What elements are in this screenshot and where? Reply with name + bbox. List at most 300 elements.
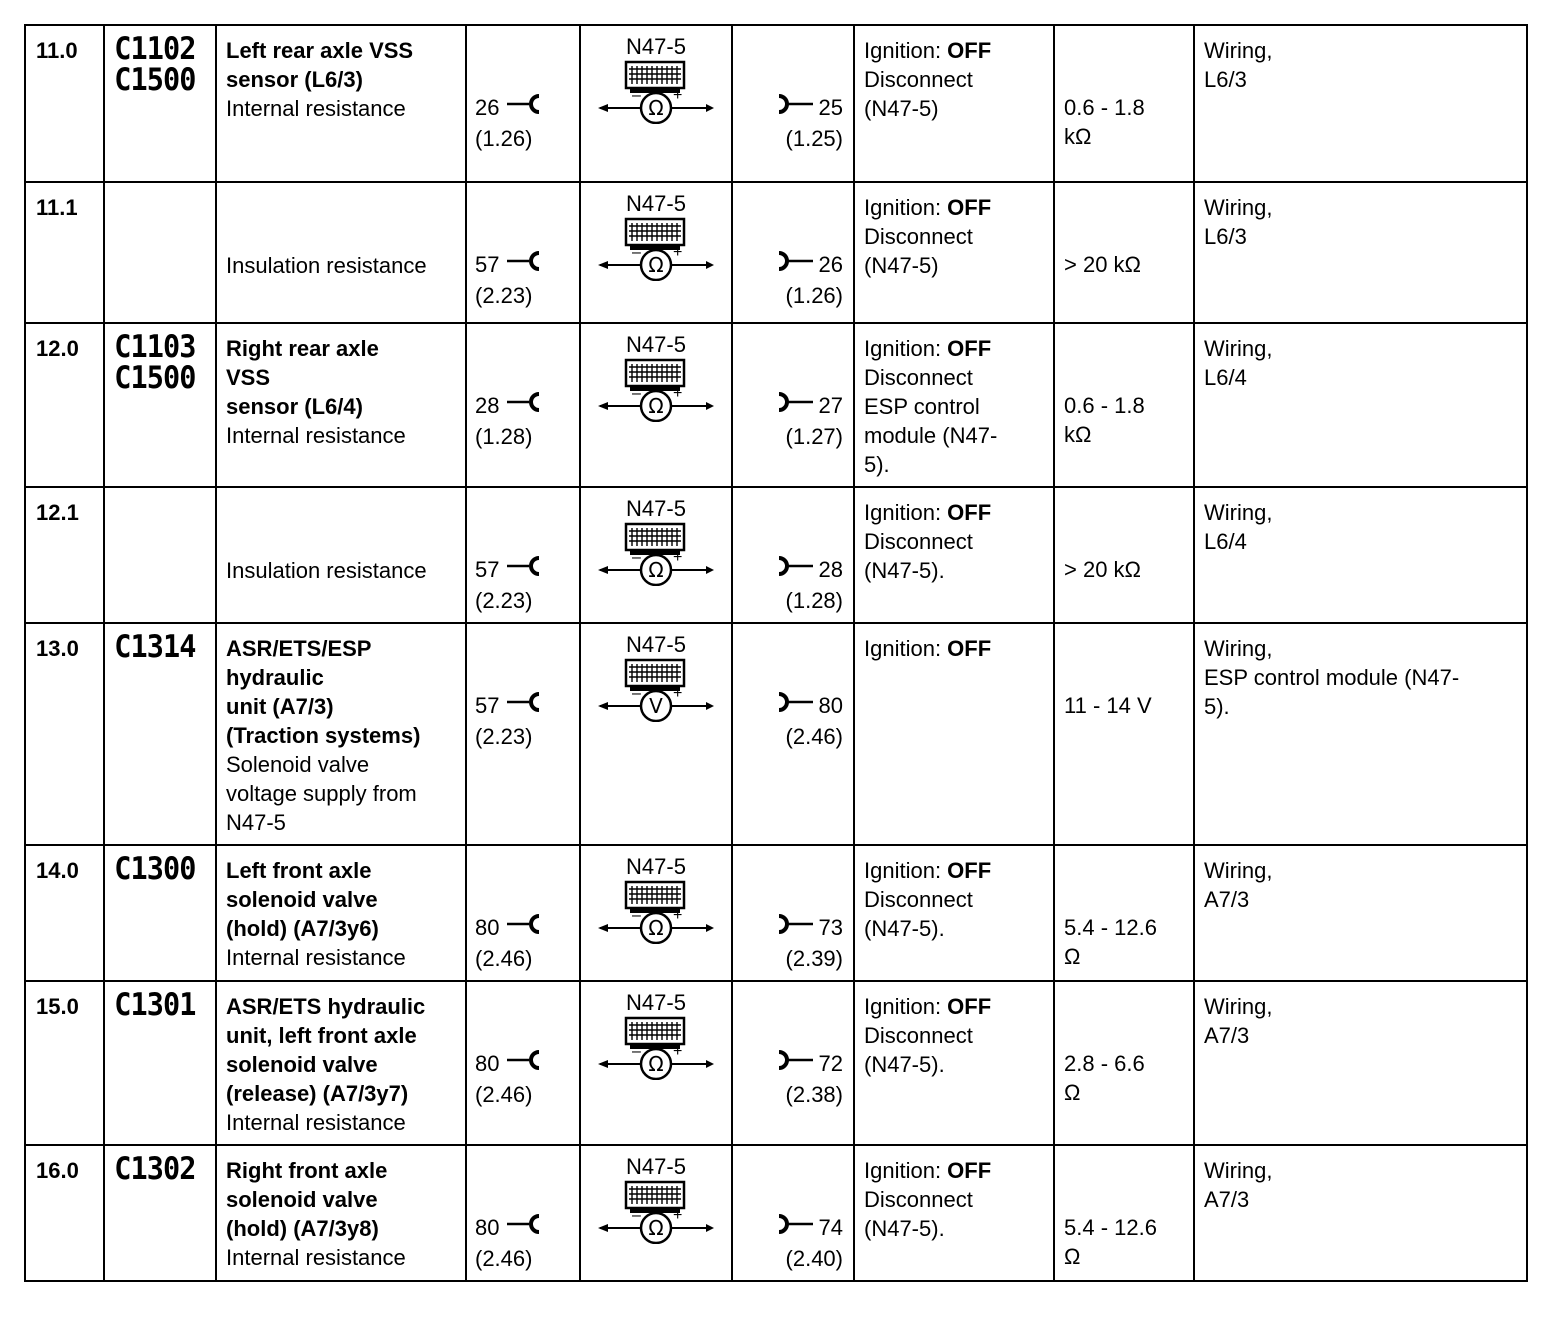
- pin-b-wrap: [733, 183, 853, 320]
- nominal-line: 0.6 - 1.8: [1064, 393, 1145, 418]
- connector-socket-icon: [499, 391, 545, 422]
- pin-a-cell: [466, 323, 580, 487]
- pin-a-cell: [466, 25, 580, 182]
- table-row: [25, 487, 1527, 623]
- component-name: sensor (L6/3): [226, 67, 363, 92]
- test-condition: [855, 488, 1053, 585]
- svg-text:+: +: [673, 549, 683, 566]
- pin-b-number: 80: [818, 693, 843, 718]
- remedy-cell: [1194, 845, 1527, 981]
- nominal-value-wrap: [1055, 324, 1193, 484]
- meter-wrap: [581, 982, 731, 1142]
- pin-b-cell: [732, 623, 854, 845]
- component-name: Left rear axle VSS: [226, 38, 414, 63]
- meter-mode-symbol: Ω: [648, 253, 664, 277]
- pin-a-cell: [466, 182, 580, 323]
- remedy-line: Wiring,: [1204, 38, 1273, 63]
- fault-code-cell: [104, 323, 216, 487]
- nominal-line: Ω: [1064, 944, 1081, 969]
- pin-b-line: [775, 250, 843, 281]
- ignition-line: [864, 498, 1045, 527]
- nominal-value-cell: [1054, 25, 1194, 182]
- pin-a-sub: (2.46): [475, 1082, 533, 1107]
- connector-socket-icon: [499, 1049, 545, 1080]
- pin-a-number: 57: [475, 252, 500, 277]
- pin-b: [775, 1049, 843, 1109]
- remedy: [1195, 982, 1526, 1050]
- remedy-line: 5).: [1204, 694, 1230, 719]
- nominal-value-wrap: [1055, 183, 1193, 320]
- pin-b-sub: (2.40): [785, 1246, 843, 1271]
- meter-wrap: [581, 183, 731, 320]
- fault-code-cell: [104, 25, 216, 182]
- svg-text:+: +: [673, 907, 683, 924]
- table-row: [25, 1145, 1527, 1281]
- meter: [581, 990, 731, 1080]
- pin-a-wrap: [467, 183, 579, 320]
- connector-plug-icon: [775, 250, 819, 281]
- step-number: 12.1: [36, 500, 79, 525]
- remedy-cell: [1194, 981, 1527, 1145]
- meter-mode-symbol: V: [649, 694, 663, 718]
- pin-b-cell: [732, 1145, 854, 1281]
- svg-text:+: +: [673, 685, 683, 702]
- svg-text:–: –: [632, 87, 641, 104]
- spacer: [226, 498, 457, 556]
- component-name: solenoid valve: [226, 887, 378, 912]
- component-name: ASR/ETS hydraulic: [226, 994, 426, 1019]
- meter-wrap: [581, 1146, 731, 1278]
- test-condition: [855, 26, 1053, 123]
- remedy-cell: [1194, 25, 1527, 182]
- meter-cell: [580, 25, 732, 182]
- step-cell: [25, 487, 104, 623]
- pin-a-cell: [466, 487, 580, 623]
- nominal-value-wrap: [1055, 26, 1193, 179]
- test-description: [217, 26, 465, 123]
- condition-line: Disconnect: [864, 365, 973, 390]
- pin-a-sub: (2.23): [475, 588, 533, 613]
- fault-code-cell: [104, 981, 216, 1145]
- fault-code-cell: [104, 1145, 216, 1281]
- meter-mode-symbol: Ω: [648, 394, 664, 418]
- test-description: [217, 846, 465, 972]
- ignition-label: Ignition:: [864, 195, 948, 220]
- pin-a: [475, 93, 545, 153]
- ignition-label: Ignition:: [864, 1158, 948, 1183]
- step-number: 15.0: [36, 994, 79, 1019]
- table-row: [25, 182, 1527, 323]
- pin-a-number: 57: [475, 557, 500, 582]
- nominal-value-wrap: [1055, 488, 1193, 620]
- pin-b-line: [775, 1049, 843, 1080]
- ignition-line: [864, 1156, 1045, 1185]
- pin-a-cell: [466, 1145, 580, 1281]
- fault-code-cell: [104, 182, 216, 323]
- component-name: Right rear axle: [226, 336, 379, 361]
- multimeter-icon: [581, 60, 731, 124]
- nominal-value-wrap: [1055, 624, 1193, 842]
- connector-socket-icon: [499, 250, 545, 281]
- pin-a-number: 80: [475, 1215, 500, 1240]
- ignition-state: OFF: [947, 336, 992, 361]
- multimeter-icon: [581, 1180, 731, 1244]
- remedy-cell: [1194, 323, 1527, 487]
- pin-b-wrap: [733, 846, 853, 978]
- pin-a-wrap: [467, 26, 579, 179]
- svg-text:–: –: [632, 685, 641, 702]
- spacer: [226, 193, 457, 251]
- step-cell: [25, 623, 104, 845]
- remedy-cell: [1194, 623, 1527, 845]
- pin-b: [775, 93, 843, 153]
- test-description: [217, 183, 465, 280]
- pin-a-sub: (2.23): [475, 724, 533, 749]
- nominal-value-cell: [1054, 623, 1194, 845]
- table-row: [25, 25, 1527, 182]
- svg-text:–: –: [632, 907, 641, 924]
- test-type: Internal resistance: [226, 945, 406, 970]
- test-condition-cell: [854, 981, 1054, 1145]
- fault-code: C1301: [114, 987, 196, 1023]
- remedy-line: A7/3: [1204, 1023, 1250, 1048]
- nominal-value-cell: [1054, 981, 1194, 1145]
- ignition-state: OFF: [947, 1158, 992, 1183]
- test-condition: [855, 624, 1053, 663]
- pin-b-number: 73: [818, 915, 843, 940]
- nominal-line: > 20 kΩ: [1064, 557, 1141, 582]
- pin-b-cell: [732, 981, 854, 1145]
- fault-codes: [105, 982, 206, 1021]
- test-description: [217, 982, 465, 1137]
- control-module-label: N47-5: [626, 34, 686, 59]
- condition-line: Disconnect: [864, 1023, 973, 1048]
- control-module-label: N47-5: [626, 191, 686, 216]
- remedy-line: Wiring,: [1204, 858, 1273, 883]
- remedy: [1195, 183, 1526, 251]
- condition-line: Disconnect: [864, 529, 973, 554]
- meter-mode-symbol: Ω: [648, 1052, 664, 1076]
- nominal-line: kΩ: [1064, 422, 1092, 447]
- nominal-value: [1064, 93, 1145, 151]
- test-condition: [855, 324, 1053, 479]
- nominal-value-cell: [1054, 323, 1194, 487]
- meter-cell: [580, 323, 732, 487]
- connector-socket-icon: [499, 913, 545, 944]
- pin-b-sub: (1.26): [785, 283, 843, 308]
- pin-a-cell: [466, 981, 580, 1145]
- svg-text:+: +: [673, 1043, 683, 1060]
- pin-b-number: 27: [818, 393, 843, 418]
- pin-a: [475, 1049, 545, 1109]
- remedy-line: Wiring,: [1204, 500, 1273, 525]
- component-name: VSS: [226, 365, 271, 390]
- test-condition-cell: [854, 323, 1054, 487]
- meter: [581, 854, 731, 944]
- ignition-state: OFF: [947, 858, 992, 883]
- control-module-label: N47-5: [626, 854, 686, 879]
- pin-b-sub: (1.28): [785, 588, 843, 613]
- condition-line: (N47-5).: [864, 1216, 945, 1241]
- connector-socket-icon: [499, 691, 545, 722]
- pin-a-number: 80: [475, 1051, 500, 1076]
- fault-code-cell: [104, 845, 216, 981]
- pin-b-cell: [732, 323, 854, 487]
- test-description-cell: [216, 981, 466, 1145]
- test-type: Internal resistance: [226, 1245, 406, 1270]
- test-condition: [855, 1146, 1053, 1243]
- svg-text:+: +: [673, 244, 683, 261]
- remedy-cell: [1194, 487, 1527, 623]
- component-name: (Traction systems): [226, 723, 421, 748]
- control-module-label: N47-5: [626, 332, 686, 357]
- meter-wrap: [581, 846, 731, 978]
- connector-socket-icon: [499, 93, 545, 124]
- pin-b-number: 26: [818, 252, 843, 277]
- pin-a-number: 80: [475, 915, 500, 940]
- pin-a-line: [475, 1049, 545, 1080]
- fault-codes: [105, 183, 206, 191]
- nominal-value: [1064, 391, 1145, 449]
- test-description-cell: [216, 323, 466, 487]
- ignition-label: Ignition:: [864, 636, 948, 661]
- nominal-value: [1064, 691, 1152, 720]
- connector-plug-icon: [775, 391, 819, 422]
- test-type: N47-5: [226, 810, 286, 835]
- fault-code: C1302: [114, 1151, 196, 1187]
- table-row: [25, 623, 1527, 845]
- pin-b-sub: (2.46): [785, 724, 843, 749]
- step-number: 16.0: [36, 1158, 79, 1183]
- pin-a: [475, 913, 545, 973]
- control-module-label: N47-5: [626, 1154, 686, 1179]
- remedy: [1195, 1146, 1526, 1214]
- pin-b-sub: (2.38): [785, 1082, 843, 1107]
- ignition-state: OFF: [947, 994, 992, 1019]
- nominal-line: 0.6 - 1.8: [1064, 95, 1145, 120]
- meter-mode-symbol: Ω: [648, 558, 664, 582]
- test-description-cell: [216, 623, 466, 845]
- meter: [581, 1154, 731, 1244]
- meter-cell: [580, 487, 732, 623]
- test-type: voltage supply from: [226, 781, 417, 806]
- pin-b-line: [775, 391, 843, 422]
- condition-line: Disconnect: [864, 224, 973, 249]
- connector-socket-icon: [499, 555, 545, 586]
- nominal-line: 5.4 - 12.6: [1064, 1215, 1157, 1240]
- multimeter-icon: [581, 217, 731, 281]
- test-description-cell: [216, 1145, 466, 1281]
- svg-text:–: –: [632, 549, 641, 566]
- svg-text:–: –: [632, 244, 641, 261]
- fault-code: C1500: [114, 360, 196, 396]
- step-cell: [25, 323, 104, 487]
- remedy: [1195, 324, 1526, 392]
- pin-a-sub: (2.46): [475, 946, 533, 971]
- component-name: unit (A7/3): [226, 694, 334, 719]
- remedy-cell: [1194, 1145, 1527, 1281]
- test-condition: [855, 846, 1053, 943]
- ignition-state: OFF: [947, 38, 992, 63]
- component-name: Right front axle: [226, 1158, 388, 1183]
- remedy-line: L6/4: [1204, 365, 1247, 390]
- nominal-value: [1064, 1213, 1157, 1271]
- condition-line: (N47-5): [864, 96, 939, 121]
- test-description-cell: [216, 487, 466, 623]
- condition-line: (N47-5).: [864, 1052, 945, 1077]
- test-condition-cell: [854, 25, 1054, 182]
- ignition-label: Ignition:: [864, 500, 948, 525]
- remedy-line: L6/4: [1204, 529, 1247, 554]
- test-description-cell: [216, 182, 466, 323]
- pin-a-sub: (1.28): [475, 424, 533, 449]
- remedy-line: Wiring,: [1204, 1158, 1273, 1183]
- multimeter-icon: [581, 1016, 731, 1080]
- component-name: hydraulic: [226, 665, 324, 690]
- meter-cell: [580, 623, 732, 845]
- pin-b-wrap: [733, 982, 853, 1142]
- multimeter-icon: [581, 522, 731, 586]
- test-condition-cell: [854, 623, 1054, 845]
- ignition-label: Ignition:: [864, 858, 948, 883]
- ignition-label: Ignition:: [864, 994, 948, 1019]
- remedy: [1195, 846, 1526, 914]
- meter: [581, 191, 731, 281]
- condition-line: ESP control: [864, 394, 980, 419]
- fault-codes: [105, 324, 206, 394]
- svg-text:+: +: [673, 385, 683, 402]
- remedy: [1195, 624, 1526, 721]
- meter: [581, 632, 731, 722]
- pin-b-cell: [732, 487, 854, 623]
- test-condition-cell: [854, 845, 1054, 981]
- nominal-line: 11 - 14 V: [1064, 693, 1152, 718]
- test-condition-cell: [854, 487, 1054, 623]
- control-module-label: N47-5: [626, 496, 686, 521]
- fault-code: C1300: [114, 851, 196, 887]
- pin-a-sub: (1.26): [475, 126, 533, 151]
- pin-b-wrap: [733, 324, 853, 484]
- fault-codes: [105, 488, 206, 496]
- condition-line: 5).: [864, 452, 890, 477]
- pin-a: [475, 250, 545, 310]
- pin-b: [775, 391, 843, 451]
- svg-text:+: +: [673, 1207, 683, 1224]
- nominal-value: [1064, 913, 1157, 971]
- table-row: [25, 981, 1527, 1145]
- pin-b-wrap: [733, 624, 853, 842]
- nominal-line: 2.8 - 6.6: [1064, 1051, 1145, 1076]
- component-name: solenoid valve: [226, 1052, 378, 1077]
- remedy-cell: [1194, 182, 1527, 323]
- nominal-line: kΩ: [1064, 124, 1092, 149]
- fault-code-cell: [104, 487, 216, 623]
- condition-line: (N47-5): [864, 253, 939, 278]
- ignition-line: [864, 992, 1045, 1021]
- fault-code: C1500: [114, 62, 196, 98]
- pin-a-wrap: [467, 624, 579, 842]
- pin-b: [775, 555, 843, 615]
- fault-codes: [105, 26, 206, 96]
- step-cell: [25, 981, 104, 1145]
- ignition-state: OFF: [947, 500, 992, 525]
- ignition-state: OFF: [947, 195, 992, 220]
- test-condition: [855, 183, 1053, 280]
- test-description: [217, 624, 465, 837]
- nominal-line: Ω: [1064, 1244, 1081, 1269]
- test-type: Internal resistance: [226, 96, 406, 121]
- meter-mode-symbol: Ω: [648, 96, 664, 120]
- meter-wrap: [581, 624, 731, 842]
- pin-b-sub: (1.27): [785, 424, 843, 449]
- table-row: [25, 323, 1527, 487]
- condition-line: module (N47-: [864, 423, 998, 448]
- ignition-line: [864, 856, 1045, 885]
- pin-b-number: 25: [818, 95, 843, 120]
- test-description: [217, 1146, 465, 1272]
- component-name: unit, left front axle: [226, 1023, 417, 1048]
- meter-cell: [580, 1145, 732, 1281]
- ignition-line: [864, 36, 1045, 65]
- component-name: solenoid valve: [226, 1187, 378, 1212]
- test-condition: [855, 982, 1053, 1079]
- meter-wrap: [581, 26, 731, 179]
- test-condition-cell: [854, 182, 1054, 323]
- remedy-line: L6/3: [1204, 67, 1247, 92]
- remedy-line: L6/3: [1204, 224, 1247, 249]
- control-module-label: N47-5: [626, 632, 686, 657]
- test-type: Insulation resistance: [226, 558, 427, 583]
- fault-codes: [105, 1146, 206, 1185]
- step-number: 11.0: [36, 38, 78, 63]
- pin-a-wrap: [467, 1146, 579, 1278]
- connector-plug-icon: [775, 1213, 819, 1244]
- pin-a-cell: [466, 845, 580, 981]
- fault-code: C1314: [114, 629, 196, 665]
- nominal-line: 5.4 - 12.6: [1064, 915, 1157, 940]
- meter-cell: [580, 845, 732, 981]
- pin-a-cell: [466, 623, 580, 845]
- pin-b-line: [775, 913, 843, 944]
- test-type: Internal resistance: [226, 423, 406, 448]
- step-number: 11.1: [36, 195, 78, 220]
- pin-a-line: [475, 93, 545, 124]
- nominal-value-cell: [1054, 487, 1194, 623]
- step-number: 14.0: [36, 858, 79, 883]
- pin-b-wrap: [733, 488, 853, 620]
- table-body: [25, 25, 1527, 1281]
- pin-b-cell: [732, 25, 854, 182]
- pin-a-line: [475, 691, 545, 722]
- svg-text:–: –: [632, 1043, 641, 1060]
- nominal-value-wrap: [1055, 846, 1193, 978]
- pin-a-sub: (2.23): [475, 283, 533, 308]
- svg-text:–: –: [632, 385, 641, 402]
- pin-a-line: [475, 1213, 545, 1244]
- nominal-value-cell: [1054, 182, 1194, 323]
- control-module-label: N47-5: [626, 990, 686, 1015]
- meter-wrap: [581, 324, 731, 484]
- nominal-value: [1064, 250, 1141, 279]
- pin-b-wrap: [733, 26, 853, 179]
- step-cell: [25, 25, 104, 182]
- step-number: 12.0: [36, 336, 79, 361]
- nominal-value-wrap: [1055, 982, 1193, 1142]
- nominal-value: [1064, 1049, 1145, 1107]
- connector-plug-icon: [775, 93, 819, 124]
- ignition-line: [864, 634, 1045, 663]
- remedy-line: Wiring,: [1204, 336, 1273, 361]
